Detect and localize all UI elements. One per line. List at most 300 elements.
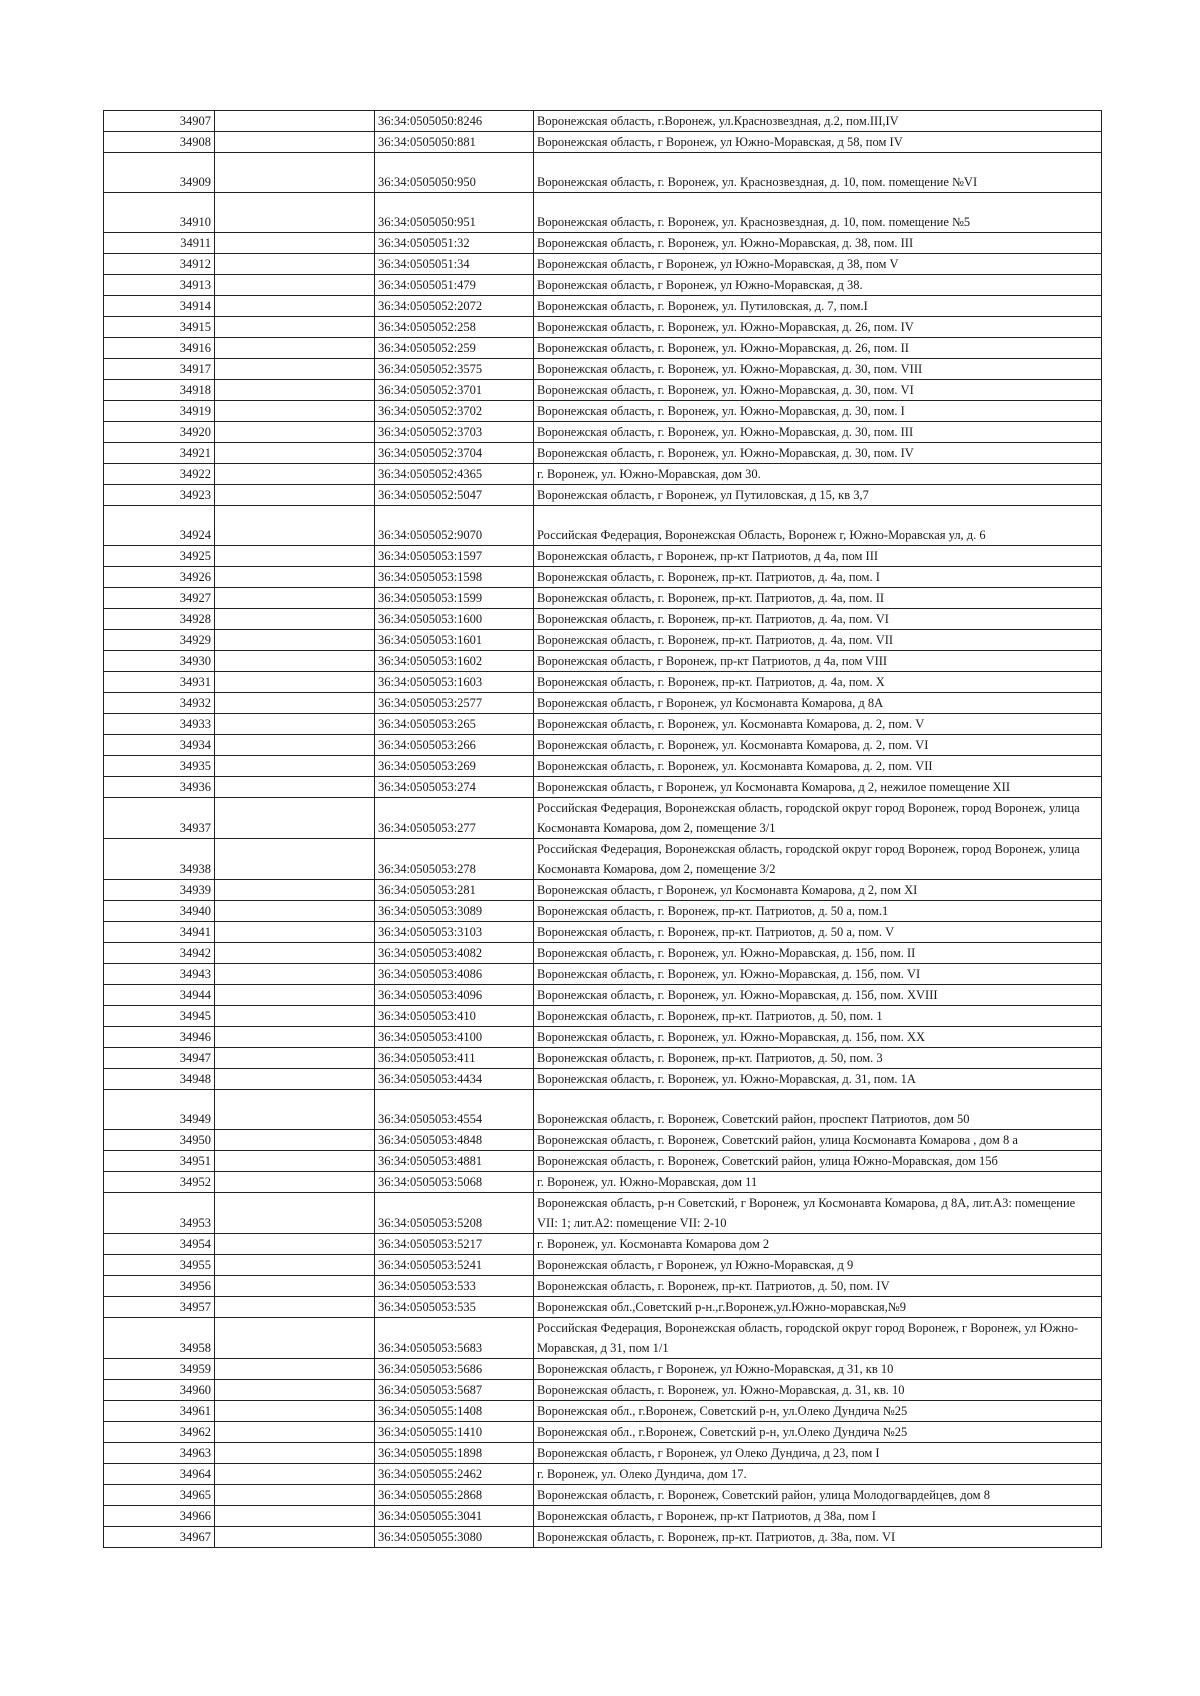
- row-number: 34924: [104, 506, 215, 546]
- empty-cell: [215, 609, 375, 630]
- row-number: 34929: [104, 630, 215, 651]
- row-number: 34961: [104, 1401, 215, 1422]
- address: Воронежская область, г. Воронеж, ул. Южно-Моравская, д. 15б, пом. XX: [534, 1027, 1102, 1048]
- address: Российская Федерация, Воронежская область, городской округ город Воронеж, город Воронеж, улица Космонавта Комарова, дом 2, помещение 3/1: [534, 798, 1102, 839]
- empty-cell: [215, 338, 375, 359]
- row-number: 34921: [104, 443, 215, 464]
- empty-cell: [215, 275, 375, 296]
- empty-cell: [215, 880, 375, 901]
- cadastral-number: 36:34:0505053:1601: [375, 630, 534, 651]
- address: Воронежская область, г Воронеж, пр-кт Патриотов, д 38а, пом I: [534, 1506, 1102, 1527]
- cadastral-number: 36:34:0505050:950: [375, 153, 534, 193]
- empty-cell: [215, 1255, 375, 1276]
- table-row: [104, 1027, 1102, 1048]
- table-row: [104, 1297, 1102, 1318]
- row-number: 34933: [104, 714, 215, 735]
- address: Воронежская область, г. Воронеж, пр-кт. Патриотов, д. 50 а, пом.1: [534, 901, 1102, 922]
- row-number: 34918: [104, 380, 215, 401]
- row-number: 34944: [104, 985, 215, 1006]
- row-number: 34911: [104, 233, 215, 254]
- address: Воронежская область, г. Воронеж, пр-кт. Патриотов, д. 50, пом. 1: [534, 1006, 1102, 1027]
- table-row: [104, 798, 1102, 839]
- address: Воронежская область, г. Воронеж, пр-кт. Патриотов, д. 4а, пом. VI: [534, 609, 1102, 630]
- cadastral-number: 36:34:0505053:5068: [375, 1172, 534, 1193]
- cadastral-number: 36:34:0505053:3089: [375, 901, 534, 922]
- table-row: [104, 880, 1102, 901]
- empty-cell: [215, 1485, 375, 1506]
- table-row: [104, 1255, 1102, 1276]
- cadastral-number: 36:34:0505053:266: [375, 735, 534, 756]
- cadastral-number: 36:34:0505053:281: [375, 880, 534, 901]
- row-number: 34937: [104, 798, 215, 839]
- address: Воронежская область, г. Воронеж, ул. Краснозвездная, д. 10, пом. помещение №VI: [534, 153, 1102, 193]
- table-row: [104, 464, 1102, 485]
- empty-cell: [215, 630, 375, 651]
- table-row: [104, 296, 1102, 317]
- empty-cell: [215, 714, 375, 735]
- empty-cell: [215, 1234, 375, 1255]
- table-row: [104, 422, 1102, 443]
- address: Воронежская область, г. Воронеж, ул. Южно-Моравская, д. 15б, пом. VI: [534, 964, 1102, 985]
- cadastral-number: 36:34:0505055:3041: [375, 1506, 534, 1527]
- empty-cell: [215, 693, 375, 714]
- address: Воронежская область, г. Воронеж, пр-кт. Патриотов, д. 38а, пом. VI: [534, 1527, 1102, 1548]
- table-row: [104, 964, 1102, 985]
- cadastral-number: 36:34:0505053:269: [375, 756, 534, 777]
- row-number: 34939: [104, 880, 215, 901]
- empty-cell: [215, 1090, 375, 1130]
- empty-cell: [215, 111, 375, 132]
- empty-cell: [215, 422, 375, 443]
- cadastral-number: 36:34:0505053:4434: [375, 1069, 534, 1090]
- row-number: 34942: [104, 943, 215, 964]
- address: Российская Федерация, Воронежская область, городской округ город Воронеж, г Воронеж, ул Южно-Моравская, д 31, пом 1/1: [534, 1318, 1102, 1359]
- address: Воронежская область, г. Воронеж, Советский район, улица Южно-Моравская, дом 15б: [534, 1151, 1102, 1172]
- address: Воронежская область, г. Воронеж, ул. Южно-Моравская, д. 30, пом. I: [534, 401, 1102, 422]
- empty-cell: [215, 1130, 375, 1151]
- cadastral-number: 36:34:0505052:259: [375, 338, 534, 359]
- empty-cell: [215, 1048, 375, 1069]
- address: Воронежская область, г Воронеж, ул Южно-Моравская, д 58, пом IV: [534, 132, 1102, 153]
- row-number: 34926: [104, 567, 215, 588]
- table-row: [104, 254, 1102, 275]
- row-number: 34915: [104, 317, 215, 338]
- row-number: 34930: [104, 651, 215, 672]
- table-row: [104, 317, 1102, 338]
- cadastral-number: 36:34:0505053:4100: [375, 1027, 534, 1048]
- table-row: [104, 153, 1102, 193]
- empty-cell: [215, 464, 375, 485]
- cadastral-number: 36:34:0505053:2577: [375, 693, 534, 714]
- table-row: [104, 651, 1102, 672]
- row-number: 34946: [104, 1027, 215, 1048]
- empty-cell: [215, 401, 375, 422]
- row-number: 34940: [104, 901, 215, 922]
- address: Воронежская область, г Воронеж, ул Космонавта Комарова, д 8А: [534, 693, 1102, 714]
- table-row: [104, 275, 1102, 296]
- cadastral-number: 36:34:0505053:1598: [375, 567, 534, 588]
- address: Воронежская область, г. Воронеж, ул. Космонавта Комарова, д. 2, пом. V: [534, 714, 1102, 735]
- address: Воронежская область, г Воронеж, ул Южно-Моравская, д 9: [534, 1255, 1102, 1276]
- table-row: [104, 1401, 1102, 1422]
- cadastral-number: 36:34:0505053:3103: [375, 922, 534, 943]
- cadastral-number: 36:34:0505053:411: [375, 1048, 534, 1069]
- table-row: [104, 1422, 1102, 1443]
- address: Воронежская область, г Воронеж, пр-кт Патриотов, д 4а, пом VIII: [534, 651, 1102, 672]
- address: Воронежская область, г. Воронеж, ул. Южно-Моравская, д. 30, пом. III: [534, 422, 1102, 443]
- row-number: 34925: [104, 546, 215, 567]
- address: Воронежская область, г. Воронеж, Советский район, улица Молодогвардейцев, дом 8: [534, 1485, 1102, 1506]
- cadastral-number: 36:34:0505052:2072: [375, 296, 534, 317]
- row-number: 34941: [104, 922, 215, 943]
- row-number: 34910: [104, 193, 215, 233]
- table-row: [104, 567, 1102, 588]
- table-row: [104, 588, 1102, 609]
- table-row: [104, 630, 1102, 651]
- cadastral-number: 36:34:0505052:3702: [375, 401, 534, 422]
- empty-cell: [215, 964, 375, 985]
- cadastral-number: 36:34:0505052:3703: [375, 422, 534, 443]
- cadastral-number: 36:34:0505052:9070: [375, 506, 534, 546]
- table-row: [104, 506, 1102, 546]
- address: Российская Федерация, Воронежская область, городской округ город Воронеж, город Воронеж, улица Космонавта Комарова, дом 2, помещение 3/2: [534, 839, 1102, 880]
- address: Воронежская область, г. Воронеж, пр-кт. Патриотов, д. 4а, пом. X: [534, 672, 1102, 693]
- address: Воронежская область, г. Воронеж, пр-кт. Патриотов, д. 4а, пом. VII: [534, 630, 1102, 651]
- table-row: [104, 401, 1102, 422]
- row-number: 34953: [104, 1193, 215, 1234]
- address: Воронежская область, г Воронеж, ул Космонавта Комарова, д 2, пом XI: [534, 880, 1102, 901]
- address: Воронежская область, г. Воронеж, ул. Путиловская, д. 7, пом.I: [534, 296, 1102, 317]
- row-number: 34907: [104, 111, 215, 132]
- empty-cell: [215, 735, 375, 756]
- cadastral-number: 36:34:0505055:1898: [375, 1443, 534, 1464]
- cadastral-number: 36:34:0505055:2868: [375, 1485, 534, 1506]
- row-number: 34951: [104, 1151, 215, 1172]
- table-row: [104, 1506, 1102, 1527]
- empty-cell: [215, 1006, 375, 1027]
- cadastral-number: 36:34:0505053:5241: [375, 1255, 534, 1276]
- row-number: 34919: [104, 401, 215, 422]
- empty-cell: [215, 901, 375, 922]
- cadastral-number: 36:34:0505051:479: [375, 275, 534, 296]
- cadastral-number: 36:34:0505055:2462: [375, 1464, 534, 1485]
- empty-cell: [215, 1443, 375, 1464]
- table-row: [104, 546, 1102, 567]
- row-number: 34943: [104, 964, 215, 985]
- table-row: [104, 943, 1102, 964]
- row-number: 34928: [104, 609, 215, 630]
- table-row: [104, 693, 1102, 714]
- row-number: 34917: [104, 359, 215, 380]
- row-number: 34920: [104, 422, 215, 443]
- cadastral-number: 36:34:0505050:951: [375, 193, 534, 233]
- empty-cell: [215, 588, 375, 609]
- cadastral-number: 36:34:0505053:410: [375, 1006, 534, 1027]
- row-number: 34967: [104, 1527, 215, 1548]
- cadastral-table-body: [104, 111, 1102, 1548]
- address: Воронежская область, г. Воронеж, ул. Южно-Моравская, д. 30, пом. VIII: [534, 359, 1102, 380]
- row-number: 34947: [104, 1048, 215, 1069]
- empty-cell: [215, 485, 375, 506]
- row-number: 34931: [104, 672, 215, 693]
- cadastral-number: 36:34:0505053:4086: [375, 964, 534, 985]
- cadastral-number: 36:34:0505053:533: [375, 1276, 534, 1297]
- empty-cell: [215, 798, 375, 839]
- empty-cell: [215, 1193, 375, 1234]
- cadastral-number: 36:34:0505053:5208: [375, 1193, 534, 1234]
- empty-cell: [215, 1297, 375, 1318]
- table-row: [104, 1048, 1102, 1069]
- address: Воронежская область, г. Воронеж, пр-кт. Патриотов, д. 50, пом. 3: [534, 1048, 1102, 1069]
- empty-cell: [215, 254, 375, 275]
- table-row: [104, 1443, 1102, 1464]
- cadastral-number: 36:34:0505055:1410: [375, 1422, 534, 1443]
- table-row: [104, 1090, 1102, 1130]
- row-number: 34927: [104, 588, 215, 609]
- row-number: 34938: [104, 839, 215, 880]
- table-row: [104, 1359, 1102, 1380]
- table-row: [104, 1527, 1102, 1548]
- address: Воронежская область, г Воронеж, ул Путиловская, д 15, кв 3,7: [534, 485, 1102, 506]
- row-number: 34913: [104, 275, 215, 296]
- row-number: 34923: [104, 485, 215, 506]
- row-number: 34934: [104, 735, 215, 756]
- table-row: [104, 672, 1102, 693]
- row-number: 34909: [104, 153, 215, 193]
- table-row: [104, 756, 1102, 777]
- address: Воронежская область, г. Воронеж, ул. Южно-Моравская, д. 26, пом. IV: [534, 317, 1102, 338]
- cadastral-number: 36:34:0505053:5683: [375, 1318, 534, 1359]
- empty-cell: [215, 443, 375, 464]
- empty-cell: [215, 1069, 375, 1090]
- empty-cell: [215, 1276, 375, 1297]
- address: Воронежская область, г. Воронеж, пр-кт. Патриотов, д. 50, пом. IV: [534, 1276, 1102, 1297]
- cadastral-number: 36:34:0505053:277: [375, 798, 534, 839]
- row-number: 34952: [104, 1172, 215, 1193]
- table-row: [104, 380, 1102, 401]
- cadastral-number: 36:34:0505053:5686: [375, 1359, 534, 1380]
- cadastral-number: 36:34:0505053:5217: [375, 1234, 534, 1255]
- empty-cell: [215, 1172, 375, 1193]
- cadastral-number: 36:34:0505055:3080: [375, 1527, 534, 1548]
- empty-cell: [215, 153, 375, 193]
- address: Воронежская область, г. Воронеж, ул. Космонавта Комарова, д. 2, пом. VI: [534, 735, 1102, 756]
- table-row: [104, 1380, 1102, 1401]
- row-number: 34948: [104, 1069, 215, 1090]
- row-number: 34960: [104, 1380, 215, 1401]
- address: Воронежская область, г. Воронеж, пр-кт. Патриотов, д. 4а, пом. II: [534, 588, 1102, 609]
- table-row: [104, 1464, 1102, 1485]
- address: Воронежская область, г Воронеж, ул Южно-Моравская, д 38, пом V: [534, 254, 1102, 275]
- cadastral-number: 36:34:0505052:258: [375, 317, 534, 338]
- address: г. Воронеж, ул. Южно-Моравская, дом 30.: [534, 464, 1102, 485]
- table-row: [104, 714, 1102, 735]
- address: Российская Федерация, Воронежская Область, Воронеж г, Южно-Моравская ул, д. 6: [534, 506, 1102, 546]
- cadastral-number: 36:34:0505052:3701: [375, 380, 534, 401]
- empty-cell: [215, 567, 375, 588]
- empty-cell: [215, 296, 375, 317]
- address: Воронежская область, г Воронеж, ул Космонавта Комарова, д 2, нежилое помещение XII: [534, 777, 1102, 798]
- empty-cell: [215, 756, 375, 777]
- address: Воронежская область, г. Воронеж, ул. Южно-Моравская, д. 30, пом. VI: [534, 380, 1102, 401]
- address: Воронежская обл., г.Воронеж, Советский р-н, ул.Олеко Дундича №25: [534, 1422, 1102, 1443]
- address: г. Воронеж, ул. Южно-Моравская, дом 11: [534, 1172, 1102, 1193]
- address: Воронежская область, г. Воронеж, ул. Южно-Моравская, д. 38, пом. III: [534, 233, 1102, 254]
- cadastral-number: 36:34:0505051:34: [375, 254, 534, 275]
- address: г. Воронеж, ул. Космонавта Комарова дом 2: [534, 1234, 1102, 1255]
- table-row: [104, 922, 1102, 943]
- table-row: [104, 1276, 1102, 1297]
- address: Воронежская область, р-н Советский, г Воронеж, ул Космонавта Комарова, д 8А, лит.А3: помещение VII: 1; лит.А2: помещение VII: 2-10: [534, 1193, 1102, 1234]
- cadastral-number: 36:34:0505052:3704: [375, 443, 534, 464]
- table-row: [104, 359, 1102, 380]
- row-number: 34962: [104, 1422, 215, 1443]
- address: Воронежская обл., г.Воронеж, Советский р-н, ул.Олеко Дундича №25: [534, 1401, 1102, 1422]
- table-row: [104, 609, 1102, 630]
- empty-cell: [215, 839, 375, 880]
- table-row: [104, 1069, 1102, 1090]
- address: Воронежская область, г. Воронеж, пр-кт. Патриотов, д. 50 а, пом. V: [534, 922, 1102, 943]
- table-row: [104, 985, 1102, 1006]
- cadastral-number: 36:34:0505053:4848: [375, 1130, 534, 1151]
- address: Воронежская область, г. Воронеж, ул. Космонавта Комарова, д. 2, пом. VII: [534, 756, 1102, 777]
- empty-cell: [215, 1464, 375, 1485]
- empty-cell: [215, 1359, 375, 1380]
- empty-cell: [215, 1318, 375, 1359]
- cadastral-number: 36:34:0505053:4554: [375, 1090, 534, 1130]
- cadastral-number: 36:34:0505050:8246: [375, 111, 534, 132]
- empty-cell: [215, 1401, 375, 1422]
- address: Воронежская обл.,Советский р-н.,г.Воронеж,ул.Южно-моравская,№9: [534, 1297, 1102, 1318]
- empty-cell: [215, 777, 375, 798]
- row-number: 34954: [104, 1234, 215, 1255]
- table-row: [104, 485, 1102, 506]
- cadastral-number: 36:34:0505053:1602: [375, 651, 534, 672]
- table-row: [104, 338, 1102, 359]
- cadastral-number: 36:34:0505051:32: [375, 233, 534, 254]
- table-row: [104, 1006, 1102, 1027]
- table-row: [104, 132, 1102, 153]
- address: г. Воронеж, ул. Олеко Дундича, дом 17.: [534, 1464, 1102, 1485]
- row-number: 34956: [104, 1276, 215, 1297]
- empty-cell: [215, 1527, 375, 1548]
- row-number: 34945: [104, 1006, 215, 1027]
- row-number: 34965: [104, 1485, 215, 1506]
- cadastral-number: 36:34:0505053:278: [375, 839, 534, 880]
- row-number: 34932: [104, 693, 215, 714]
- table-row: [104, 901, 1102, 922]
- table-row: [104, 1485, 1102, 1506]
- row-number: 34912: [104, 254, 215, 275]
- cadastral-number: 36:34:0505053:1603: [375, 672, 534, 693]
- address: Воронежская область, г. Воронеж, ул. Южно-Моравская, д. 15б, пом. II: [534, 943, 1102, 964]
- empty-cell: [215, 193, 375, 233]
- row-number: 34922: [104, 464, 215, 485]
- empty-cell: [215, 1151, 375, 1172]
- table-row: [104, 443, 1102, 464]
- empty-cell: [215, 359, 375, 380]
- address: Воронежская область, г. Воронеж, ул. Южно-Моравская, д. 26, пом. II: [534, 338, 1102, 359]
- address: Воронежская область, г. Воронеж, ул. Южно-Моравская, д. 31, пом. 1А: [534, 1069, 1102, 1090]
- empty-cell: [215, 380, 375, 401]
- cadastral-number: 36:34:0505052:3575: [375, 359, 534, 380]
- address: Воронежская область, г Воронеж, пр-кт Патриотов, д 4а, пом III: [534, 546, 1102, 567]
- address: Воронежская область, г. Воронеж, Советский район, проспект Патриотов, дом 50: [534, 1090, 1102, 1130]
- address: Воронежская область, г Воронеж, ул Южно-Моравская, д 38.: [534, 275, 1102, 296]
- empty-cell: [215, 317, 375, 338]
- row-number: 34950: [104, 1130, 215, 1151]
- table-row: [104, 1151, 1102, 1172]
- cadastral-number: 36:34:0505053:4082: [375, 943, 534, 964]
- address: Воронежская область, г Воронеж, ул Южно-Моравская, д 31, кв 10: [534, 1359, 1102, 1380]
- empty-cell: [215, 1380, 375, 1401]
- cadastral-number: 36:34:0505053:535: [375, 1297, 534, 1318]
- empty-cell: [215, 672, 375, 693]
- cadastral-number: 36:34:0505052:4365: [375, 464, 534, 485]
- address: Воронежская область, г. Воронеж, Советский район, улица Космонавта Комарова , дом 8 а: [534, 1130, 1102, 1151]
- address: Воронежская область, г. Воронеж, пр-кт. Патриотов, д. 4а, пом. I: [534, 567, 1102, 588]
- cadastral-number: 36:34:0505053:274: [375, 777, 534, 798]
- table-row: [104, 111, 1102, 132]
- row-number: 34966: [104, 1506, 215, 1527]
- address: Воронежская область, г. Воронеж, ул. Южно-Моравская, д. 30, пом. IV: [534, 443, 1102, 464]
- cadastral-number: 36:34:0505053:5687: [375, 1380, 534, 1401]
- cadastral-table: [103, 110, 1102, 1548]
- table-row: [104, 1172, 1102, 1193]
- row-number: 34957: [104, 1297, 215, 1318]
- row-number: 34908: [104, 132, 215, 153]
- cadastral-number: 36:34:0505053:4096: [375, 985, 534, 1006]
- address: Воронежская область, г.Воронеж, ул.Краснозвездная, д.2, пом.III,IV: [534, 111, 1102, 132]
- empty-cell: [215, 985, 375, 1006]
- cadastral-number: 36:34:0505053:1599: [375, 588, 534, 609]
- table-row: [104, 233, 1102, 254]
- empty-cell: [215, 943, 375, 964]
- cadastral-number: 36:34:0505053:265: [375, 714, 534, 735]
- cadastral-number: 36:34:0505050:881: [375, 132, 534, 153]
- address: Воронежская область, г. Воронеж, ул. Краснозвездная, д. 10, пом. помещение №5: [534, 193, 1102, 233]
- empty-cell: [215, 506, 375, 546]
- row-number: 34964: [104, 1464, 215, 1485]
- table-row: [104, 777, 1102, 798]
- row-number: 34955: [104, 1255, 215, 1276]
- cadastral-number: 36:34:0505053:1600: [375, 609, 534, 630]
- table-row: [104, 1193, 1102, 1234]
- empty-cell: [215, 651, 375, 672]
- cadastral-number: 36:34:0505053:4881: [375, 1151, 534, 1172]
- row-number: 34958: [104, 1318, 215, 1359]
- cadastral-number: 36:34:0505052:5047: [375, 485, 534, 506]
- table-row: [104, 735, 1102, 756]
- row-number: 34935: [104, 756, 215, 777]
- row-number: 34914: [104, 296, 215, 317]
- table-row: [104, 193, 1102, 233]
- empty-cell: [215, 546, 375, 567]
- address: Воронежская область, г. Воронеж, ул. Южно-Моравская, д. 15б, пом. XVIII: [534, 985, 1102, 1006]
- empty-cell: [215, 132, 375, 153]
- cadastral-number: 36:34:0505055:1408: [375, 1401, 534, 1422]
- empty-cell: [215, 1027, 375, 1048]
- table-row: [104, 1318, 1102, 1359]
- row-number: 34949: [104, 1090, 215, 1130]
- row-number: 34936: [104, 777, 215, 798]
- address: Воронежская область, г. Воронеж, ул. Южно-Моравская, д. 31, кв. 10: [534, 1380, 1102, 1401]
- empty-cell: [215, 1422, 375, 1443]
- empty-cell: [215, 233, 375, 254]
- table-row: [104, 1234, 1102, 1255]
- address: Воронежская область, г Воронеж, ул Олеко Дундича, д 23, пом I: [534, 1443, 1102, 1464]
- empty-cell: [215, 1506, 375, 1527]
